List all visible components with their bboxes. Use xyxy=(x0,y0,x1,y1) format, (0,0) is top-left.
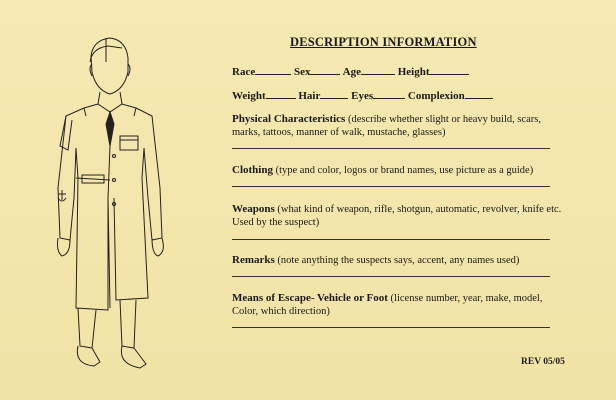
sex-label: Sex xyxy=(293,66,311,78)
physical-label: Physical Characteristics xyxy=(232,113,346,125)
complexion-label: Complexion xyxy=(407,90,465,102)
suspect-figure-illustration xyxy=(48,28,178,373)
race-field[interactable] xyxy=(255,65,291,75)
weapons-section xyxy=(232,203,562,229)
row-weight-hair-eyes-complexion xyxy=(232,89,493,102)
clothing-label: Clothing xyxy=(232,164,273,176)
form-title: DESCRIPTION INFORMATION xyxy=(290,35,477,49)
escape-line[interactable] xyxy=(232,327,550,328)
physical-hint: (describe whether slight or heavy build, scars, marks, tattoos, manner of walk, mustache, glasses) xyxy=(232,114,541,138)
weapons-label: Weapons xyxy=(232,203,275,215)
escape-hint: (license number, year, make, model, Color, which direction) xyxy=(232,293,543,317)
clothing-line[interactable] xyxy=(232,186,550,187)
remarks-hint: (note anything the suspects says, accent, any names used) xyxy=(277,255,520,266)
eyes-label: Eyes xyxy=(351,90,374,102)
weight-label: Weight xyxy=(232,90,266,102)
remarks-section xyxy=(232,254,562,267)
sex-field[interactable] xyxy=(310,65,340,75)
hair-field[interactable] xyxy=(320,89,348,99)
complexion-field[interactable] xyxy=(465,89,493,99)
eyes-field[interactable] xyxy=(373,89,405,99)
age-field[interactable] xyxy=(361,65,395,75)
clothing-section xyxy=(232,164,562,177)
row-race-sex-age-height xyxy=(232,65,469,78)
height-field[interactable] xyxy=(429,65,469,75)
physical-line[interactable] xyxy=(232,148,550,149)
remarks-label: Remarks xyxy=(232,254,275,266)
race-label: Race xyxy=(232,66,256,78)
escape-section xyxy=(232,292,562,318)
height-label: Height xyxy=(397,66,430,78)
weapons-line[interactable] xyxy=(232,239,550,240)
age-label: Age xyxy=(342,66,361,78)
physical-characteristics-section xyxy=(232,113,562,139)
clothing-hint: (type and color, logos or brand names, use picture as a guide) xyxy=(275,165,534,176)
remarks-line[interactable] xyxy=(232,276,550,277)
weapons-hint: (what kind of weapon, rifle, shotgun, automatic, revolver, knife etc. Used by the suspect) xyxy=(232,204,562,228)
escape-label: Means of Escape- Vehicle or Foot xyxy=(232,292,388,304)
weight-field[interactable] xyxy=(266,89,296,99)
revision-label: REV 05/05 xyxy=(521,357,565,367)
hair-label: Hair xyxy=(298,90,321,102)
